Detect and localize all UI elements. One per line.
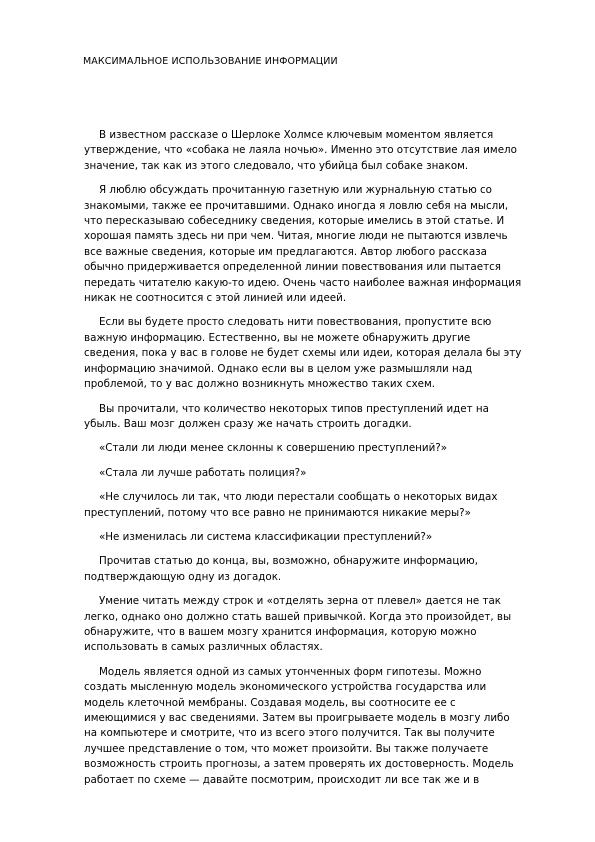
paragraph-discussing-articles: Я люблю обсуждать прочитанную газетную или журнальную статью со знакомыми, также ее прочитавшими. Однако иногда я ловлю себя на мысли, что пересказываю собеседнику сведения, которые имелись в этой статье. И хорошая память здесь ни при чем. Читая, многие люди не пытаются извлечь все важные сведения, которые им предлагаются. Автор любого рассказа обычно придерживается определенной линии повествования или пытается передать читателю какую-то идею. Очень часто наиболее важная информация никак не соотносится с этой линией или идеей. [84, 184, 522, 305]
paragraph-model: Модель является одной из самых утонченных форм гипотезы. Можно создать мысленную модель экономического устройства государства или модель клеточной мембраны. Создавая модель, вы соотносите ее с имеющимися у вас сведениями. Затем вы проигрываете модель в мозгу либо на компьютере и смотрите, что из всего этого получится. Так вы получите лучшее представление о том, что может произойти. Вы также получаете возможность строить прогнозы, а затем проверять их достоверность. Модель работает по схеме — давайте посмотрим, происходит ли все так же и в [84, 665, 514, 786]
document-title: МАКСИМАЛЬНОЕ ИСПОЛЬЗОВАНИЕ ИНФОРМАЦИИ [83, 56, 338, 67]
paragraph-sherlock: В известном рассказе о Шерлоке Холмсе ключевым моментом является утверждение, что «собака не лаяла ночью». Именно это отсутствие лая имело значение, так как из этого следовало, что убийца был собаке знаком. [84, 129, 517, 172]
paragraph-reading-to-end: Прочитав статью до конца, вы, возможно, обнаружите информацию, подтверждающую одну из догадок. [84, 555, 478, 583]
paragraph-question-classification: «Не изменилась ли система классификации преступлений?» [99, 530, 433, 543]
paragraph-crime-decline: Вы прочитали, что количество некоторых типов преступлений идет на убыль. Ваш мозг должен сразу же начать строить догадки. [84, 402, 489, 430]
paragraph-question-reporting: «Не случилось ли так, что люди перестали сообщать о некоторых видах преступлений, потому что все равно не принимаются никакие меры?» [84, 491, 498, 519]
paragraph-following-narrative: Если вы будете просто следовать нити повествования, пропустите всю важную информацию. Естественно, вы не можете обнаружить другие сведения, пока у вас в голове не будет схемы или идеи, которая делала бы эту информацию значимой. Однако если вы в целом уже размышляли над проблемой, то у вас должно возникнуть множество таких схем. [84, 316, 522, 391]
paragraph-question-people: «Стали ли люди менее склонны к совершению преступлений?» [99, 442, 448, 455]
paragraph-reading-between-lines: Умение читать между строк и «отделять зерна от плевел» дается не так легко, однако оно должно стать вашей привычкой. Когда это произойдет, вы обнаружите, что в вашем мозгу хранится информация, которую можно использовать в самых различных областях. [84, 595, 512, 654]
paragraph-question-police: «Стала ли лучше работать полиция?» [99, 466, 307, 479]
document-body [84, 128, 524, 797]
